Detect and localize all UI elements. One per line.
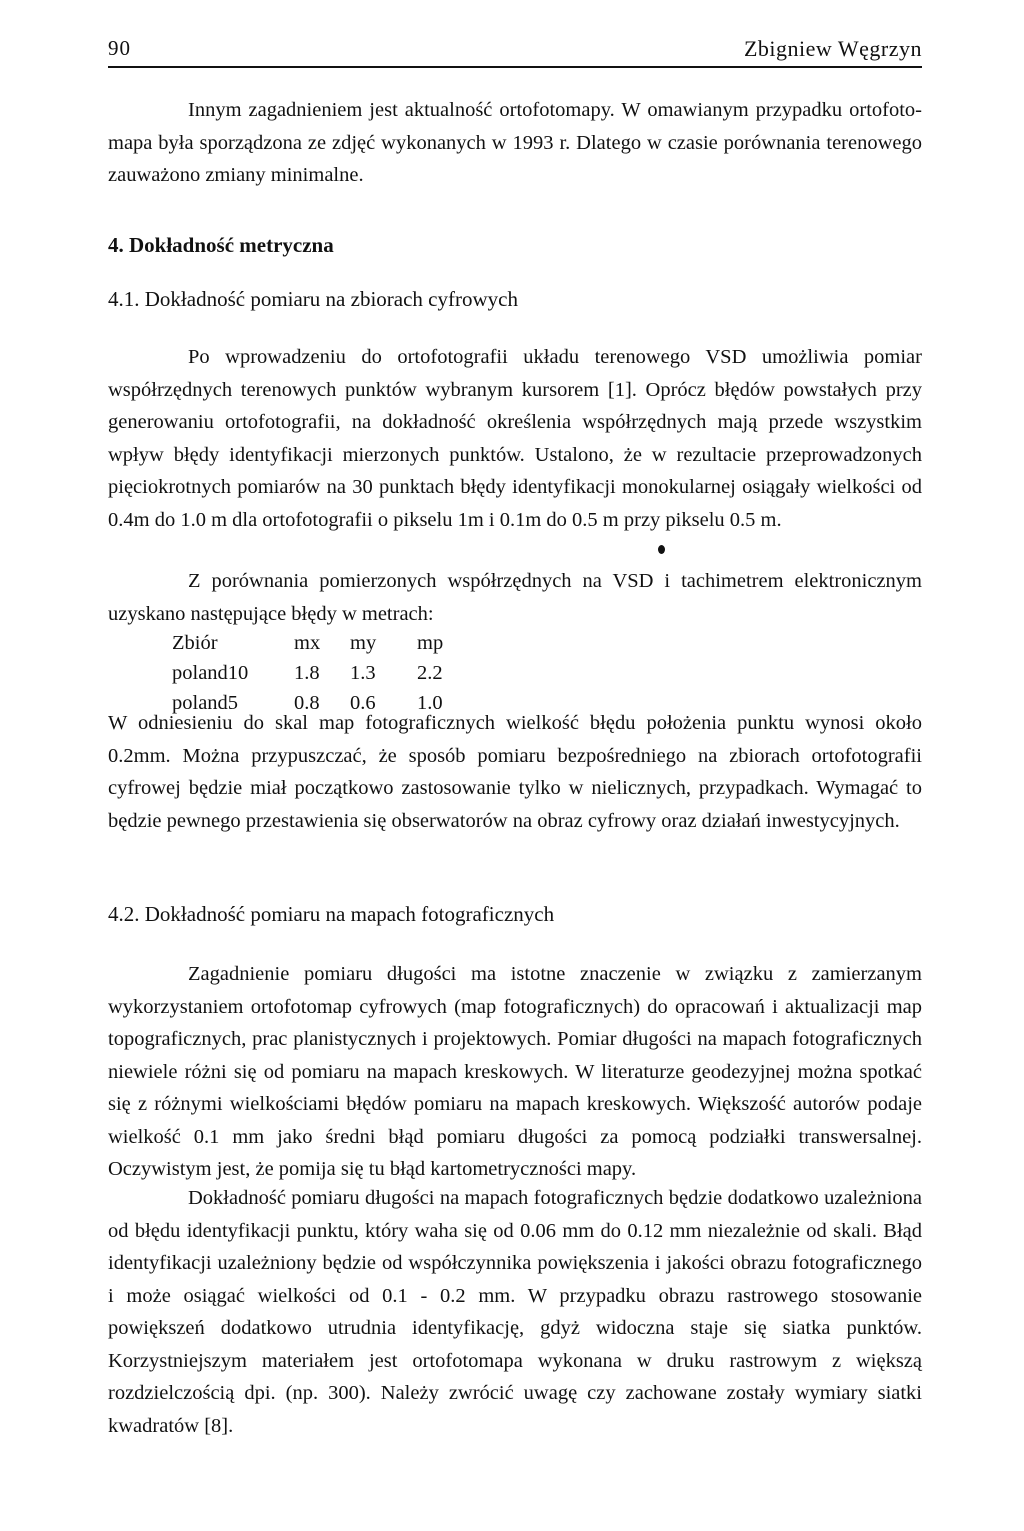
table-cell: 2.2 [417, 661, 443, 684]
stray-dot-mark [658, 545, 665, 554]
page-header [108, 36, 922, 68]
table-cell: 1.8 [294, 661, 320, 684]
paragraph-4-1-b: Z porównania pomierzonych współrzędnych na VSD i tachimetrem elektronicznym uzyskano następujące błędy w metrach: [108, 570, 922, 625]
table-header-cell: mp [417, 631, 444, 654]
section-4-1-heading: 4.1. Dokładność pomiaru na zbiorach cyfrowych [108, 287, 518, 311]
error-table [172, 628, 477, 718]
table-header-row [172, 628, 477, 658]
table-header-cell: my [350, 631, 377, 654]
table-cell: 1.0 [417, 691, 443, 714]
running-author: Zbigniew Węgrzyn [743, 36, 922, 61]
paragraph-4-2-b: Dokładność pomiaru długości na mapach fotograficznych będzie dodatkowo uzależniona od błędu identyfikacji punktu, który waha się od 0.06 mm do 0.12 mm niezależnie od skali. Błąd identyfikacji uzależniony będzie od współczynnika powiększenia i jakości obrazu fotograficznego i może osiągać wielkości od 0.1 - 0.2 mm. W przypadku obrazu rastrowego stosowanie powiększeń dodatkowo utrudnia identyfikację, gdyż widoczna staje się siatka punktów. Korzystniejszym materiałem jest ortofotomapa wykonana w druku rastrowym z większą rozdzielczością dpi. (np. 300). Należy zwrócić uwagę czy zachowane zostały wymiary siatki kwadratów [8]. [108, 1187, 922, 1437]
table-cell: poland5 [172, 691, 239, 714]
table-row [172, 658, 477, 688]
table-cell: 1.3 [350, 661, 376, 684]
paragraph-4-1-c: W odniesieniu do skal map fotograficznych wielkość błędu położenia punktu wynosi około 0.2mm. Można przypuszczać, że sposób pomiaru bezpośredniego na zbiorach ortofotografii cyfrowej będzie miał początkowo zastosowanie tylko w nielicznych, przypadkach. Wymagać to będzie pewnego przestawienia się obserwatorów na obraz cyfrowy oraz działań inwestycyjnych. [108, 712, 922, 832]
table-header-cell: mx [294, 631, 321, 654]
table-cell: 0.6 [350, 691, 376, 714]
paragraph-4-2-a: Zagadnienie pomiaru długości ma istotne znaczenie w związku z zamierzanym wykorzystaniem ortofotomap cyfrowych (map fotograficznych) do opracowań i aktualizacji map topograficznych, prac planistycznych i projektowych. Pomiar długości na mapach fotograficznych niewiele różni się od pomiaru na mapach kreskowych. W literaturze geodezyjnej można spotkać się z różnymi wielkościami błędów pomiaru na mapach kreskowych. Większość autorów podaje wielkość 0.1 mm jako średni błąd pomiaru długości za pomocą podziałki transwersalnej. Oczywistym jest, że pomija się tu błąd kartometryczności mapy. [108, 963, 922, 1180]
table-header-cell: Zbiór [172, 631, 218, 654]
section-4-2-heading: 4.2. Dokładność pomiaru na mapach fotograficznych [108, 902, 555, 926]
table-cell: 0.8 [294, 691, 320, 714]
paragraph-4-1-a: Po wprowadzeniu do ortofotografii układu terenowego VSD umożliwia pomiar współrzędnych terenowych punktów wybranym kursorem [1]. Oprócz błędów powstałych przy generowaniu ortofotografii, na dokładność określenia współrzędnych mają przede wszystkim wpływ błędy identyfikacji mierzonych punktów. Ustalono, że w rezultacie przeprowadzonych pięciokrotnych pomiarów na 30 punktach błędy identyfikacji monokularnej osiągały wielkości od 0.4m do 1.0 m dla ortofotografii o pikselu 1m i 0.1m do 0.5 m przy pikselu 0.5 m. [108, 346, 922, 531]
paragraph-intro: Innym zagadnieniem jest aktualność ortofotomapy. W omawianym przypadku ortofoto-mapa była sporządzona ze zdjęć wykonanych w 1993 r. Dlatego w czasie porównania terenowego zauważono zmiany minimalne. [108, 99, 922, 186]
section-4-heading: 4. Dokładność metryczna [108, 233, 334, 257]
table-cell: poland10 [172, 661, 249, 684]
page-number: 90 [108, 36, 131, 60]
